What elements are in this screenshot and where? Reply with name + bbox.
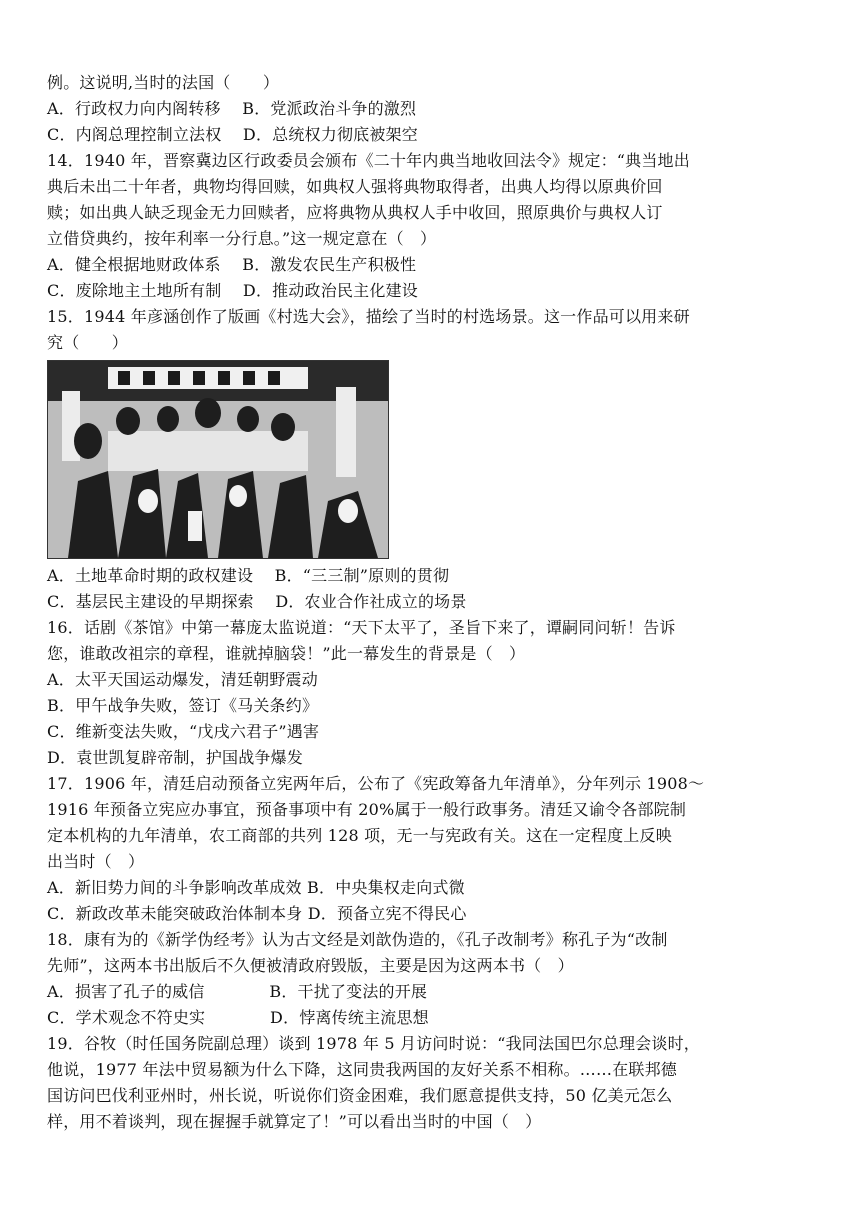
woodcut-illustration bbox=[48, 361, 388, 558]
text-line: A．土地革命时期的政权建设 B．“三三制”原则的贯彻 bbox=[47, 566, 450, 585]
text-line: D．袁世凯复辟帝制，护国战争爆发 bbox=[47, 748, 304, 767]
question-15-line: 15．1944 年彦涵创作了版画《村选大会》，描绘了当时的村选场景。这一作品可以用来研 bbox=[47, 307, 690, 326]
text-block-top bbox=[47, 70, 823, 356]
text-line: C．维新变法失败，“戊戌六君子”遇害 bbox=[47, 722, 320, 741]
text-line: 例。这说明,当时的法国（ ） bbox=[47, 73, 280, 92]
text-line: 赎；如出典人缺乏现金无力回赎者，应将典物从典权人手中收回，照原典价与典权人订 bbox=[47, 203, 663, 222]
text-line: A．损害了孔子的威信 B．干扰了变法的开展 bbox=[47, 982, 428, 1001]
question-17-line: 17．1906 年，清廷启动预备立宪两年后，公布了《宪政筹备九年清单》，分年列示 1908～ bbox=[47, 774, 705, 793]
exam-page bbox=[47, 70, 823, 1135]
text-line: 典后未出二十年者，典物均得回赎，如典权人强将典物取得者，出典人均得以原典价回 bbox=[47, 177, 663, 196]
text-line: 究（ ） bbox=[47, 333, 129, 352]
text-line: C．学术观念不符史实 D．悖离传统主流思想 bbox=[47, 1008, 429, 1027]
text-line: 您，谁敢改祖宗的章程，谁就掉脑袋！”此一幕发生的背景是（ ） bbox=[47, 644, 526, 663]
text-line: C．基层民主建设的早期探索 D．农业合作社成立的场景 bbox=[47, 592, 467, 611]
question-18-line: 18．康有为的《新学伪经考》认为古文经是刘歆伪造的，《孔子改制考》称孔子为“改制 bbox=[47, 930, 668, 949]
text-line: 先师”，这两本书出版后不久便被清政府毁版，主要是因为这两本书（ ） bbox=[47, 956, 574, 975]
text-line: 样，用不着谈判，现在握握手就算定了！”可以看出当时的中国（ ） bbox=[47, 1112, 542, 1131]
question-19-line: 19．谷牧（时任国务院副总理）谈到 1978 年 5 月访问时说：“我同法国巴尔总理会谈时， bbox=[47, 1034, 700, 1053]
text-line: 1916 年预备立宪应办事宜，预备事项中有 20%属于一般行政事务。清廷又谕令各部院制 bbox=[47, 800, 687, 819]
question-14-line: 14．1940 年，晋察冀边区行政委员会颁布《二十年内典当地收回法令》规定：“典当地出 bbox=[47, 151, 690, 170]
text-line: A．健全根据地财政体系 B．激发农民生产积极性 bbox=[47, 255, 417, 274]
text-line: A．新旧势力间的斗争影响改革成效 B．中央集权走向式微 bbox=[47, 878, 465, 897]
text-block-bottom bbox=[47, 563, 823, 1135]
text-line: 他说，1977 年法中贸易额为什么下降，这同贵我两国的友好关系不相称。……在联邦德 bbox=[47, 1060, 678, 1079]
text-line: C．新政改革未能突破政治体制本身 D．预备立宪不得民心 bbox=[47, 904, 467, 923]
text-line: A．行政权力向内阁转移 B．党派政治斗争的激烈 bbox=[47, 99, 417, 118]
question-16-line: 16．话剧《茶馆》中第一幕庞太监说道：“天下太平了，圣旨下来了，谭嗣同问斩！告诉 bbox=[47, 618, 676, 637]
text-line: C．废除地主土地所有制 D．推动政治民主化建设 bbox=[47, 281, 418, 300]
text-line: C．内阁总理控制立法权 D．总统权力彻底被架空 bbox=[47, 125, 418, 144]
text-line: 立借贷典约，按年利率一分行息。”这一规定意在（ ） bbox=[47, 229, 437, 248]
text-line: 出当时（ ） bbox=[47, 852, 145, 871]
woodcut-village-election-image bbox=[47, 360, 389, 559]
text-line: A．太平天国运动爆发，清廷朝野震动 bbox=[47, 670, 318, 689]
text-line: B．甲午战争失败，签订《马关条约》 bbox=[47, 696, 319, 715]
text-line: 定本机构的九年清单，农工商部的共列 128 项，无一与宪政有关。这在一定程度上反映 bbox=[47, 826, 672, 845]
text-line: 国访问巴伐利亚州时，州长说，听说你们资金困难，我们愿意提供支持，50 亿美元怎么 bbox=[47, 1086, 673, 1105]
